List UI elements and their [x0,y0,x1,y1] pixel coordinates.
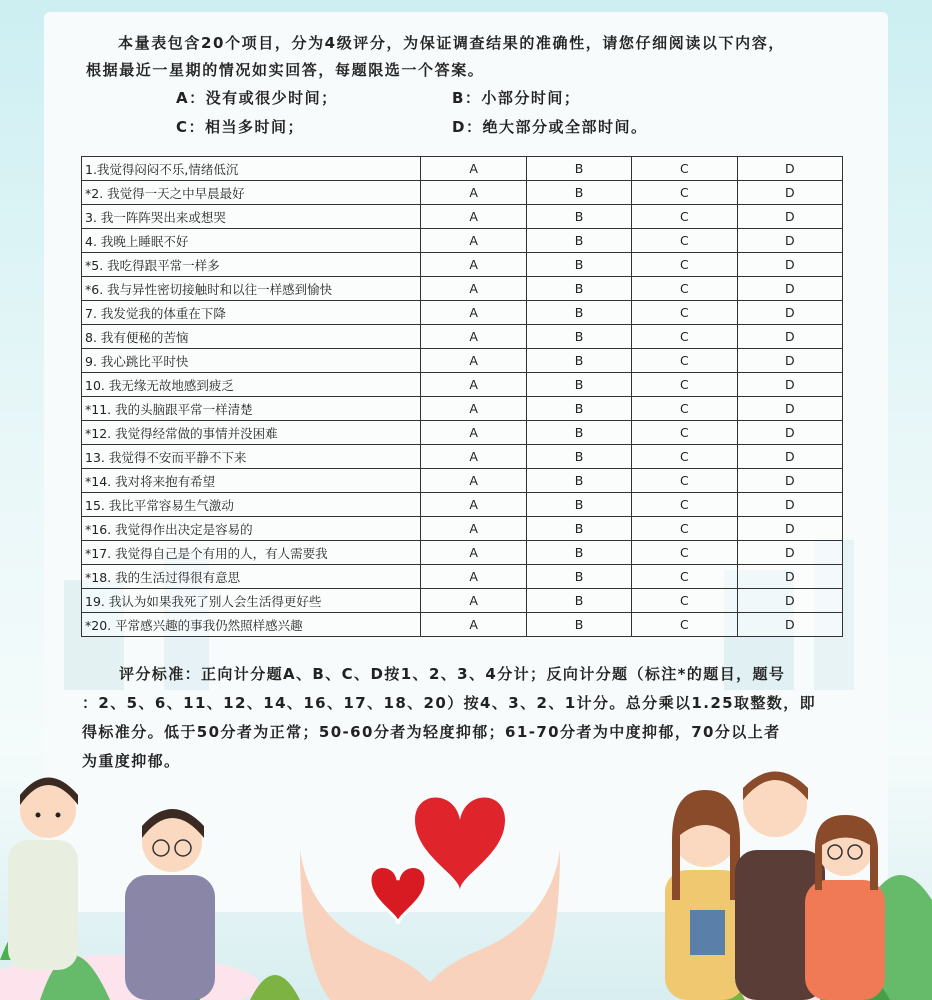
choice-cell[interactable]: A [421,229,526,253]
choice-cell[interactable]: A [421,301,526,325]
question-text: *5. 我吃得跟平常一样多 [82,253,421,277]
table-row [82,157,843,181]
choice-cell[interactable]: B [526,253,631,277]
choice-cell[interactable]: C [632,253,737,277]
choice-cell[interactable]: A [421,445,526,469]
question-text: 7. 我发觉我的体重在下降 [82,301,421,325]
person-illustration [805,815,885,1000]
hand-right-icon [420,850,560,1000]
choice-cell[interactable]: B [526,493,631,517]
choice-cell[interactable]: D [737,229,842,253]
choice-cell[interactable]: B [526,421,631,445]
table-row [82,517,843,541]
table-row [82,397,843,421]
choice-cell[interactable]: B [526,613,631,637]
person-illustration [665,790,745,1000]
table-row [82,253,843,277]
option-c: C：相当多时间； [176,118,305,136]
choice-cell[interactable]: D [737,469,842,493]
table-row [82,373,843,397]
question-text: 8. 我有便秘的苦恼 [82,325,421,349]
choice-cell[interactable]: A [421,565,526,589]
table-row [82,325,843,349]
choice-cell[interactable]: C [632,157,737,181]
choice-cell[interactable]: C [632,565,737,589]
question-text: 9. 我心跳比平时快 [82,349,421,373]
choice-cell[interactable]: D [737,493,842,517]
choice-cell[interactable]: B [526,373,631,397]
questionnaire-table [81,156,843,637]
choice-cell[interactable]: D [737,301,842,325]
table-row [82,445,843,469]
choice-cell[interactable]: A [421,517,526,541]
choice-cell[interactable]: C [632,373,737,397]
choice-cell[interactable]: A [421,421,526,445]
choice-cell[interactable]: A [421,181,526,205]
choice-cell[interactable]: C [632,421,737,445]
choice-cell[interactable]: D [737,253,842,277]
option-b: B：小部分时间； [452,89,581,107]
choice-cell[interactable]: C [632,541,737,565]
choice-cell[interactable]: C [632,325,737,349]
question-text: *2. 我觉得一天之中早晨最好 [82,181,421,205]
scoring-criteria [82,660,844,776]
option-a: A：没有或很少时间； [176,89,338,107]
question-text: 13. 我觉得不安而平静不下来 [82,445,421,469]
choice-cell[interactable]: D [737,541,842,565]
leaf-icon [250,975,300,1000]
table-row [82,301,843,325]
choice-cell[interactable]: D [737,349,842,373]
choice-cell[interactable]: B [526,301,631,325]
table-row [82,493,843,517]
question-text: *6. 我与异性密切接触时和以往一样感到愉快 [82,277,421,301]
choice-cell[interactable]: A [421,325,526,349]
choice-cell[interactable]: B [526,397,631,421]
footer-illustration [0,760,932,1000]
choice-cell[interactable]: D [737,181,842,205]
question-text: 1.我觉得闷闷不乐,情绪低沉 [82,157,421,181]
question-text: *17. 我觉得自己是个有用的人，有人需要我 [82,541,421,565]
choice-cell[interactable]: B [526,445,631,469]
question-text: *11. 我的头脑跟平常一样清楚 [82,397,421,421]
instructions-line-2: 根据最近一星期的情况如实回答，每题限选一个答案。 [86,61,485,79]
person-illustration [125,809,215,1000]
scoring-line-3: 得标准分。低于50分者为正常；50-60分者为轻度抑郁；61-70分者为中度抑郁，70分以上者 [82,723,781,741]
choice-cell[interactable]: A [421,493,526,517]
choice-cell[interactable]: A [421,397,526,421]
choice-cell[interactable]: D [737,565,842,589]
question-text: 19. 我认为如果我死了别人会生活得更好些 [82,589,421,613]
heart-icon [415,798,505,891]
table-row [82,613,843,637]
choice-cell[interactable]: C [632,493,737,517]
question-text: 10. 我无缘无故地感到疲乏 [82,373,421,397]
table-row [82,541,843,565]
choice-cell[interactable]: B [526,325,631,349]
choice-cell[interactable]: B [526,517,631,541]
table-row [82,229,843,253]
table-row [82,205,843,229]
choice-cell[interactable]: B [526,277,631,301]
question-text: 3. 我一阵阵哭出来或想哭 [82,205,421,229]
table-row [82,589,843,613]
question-text: 4. 我晚上睡眠不好 [82,229,421,253]
choice-cell[interactable]: B [526,565,631,589]
choice-cell[interactable]: D [737,517,842,541]
choice-cell[interactable]: D [737,325,842,349]
table-row [82,565,843,589]
table-row [82,349,843,373]
person-illustration [8,778,78,971]
choice-cell[interactable]: B [526,229,631,253]
question-text: *18. 我的生活过得很有意思 [82,565,421,589]
choice-cell[interactable]: C [632,613,737,637]
choice-cell[interactable]: B [526,205,631,229]
question-text: *16. 我觉得作出决定是容易的 [82,517,421,541]
question-text: *14. 我对将来抱有希望 [82,469,421,493]
choice-cell[interactable]: D [737,421,842,445]
table-row [82,421,843,445]
choice-cell[interactable]: D [737,277,842,301]
table-row [82,469,843,493]
choice-cell[interactable]: D [737,373,842,397]
option-d: D：绝大部分或全部时间。 [452,118,648,136]
choice-cell[interactable]: A [421,157,526,181]
choice-cell[interactable]: A [421,613,526,637]
question-text: *12. 我觉得经常做的事情并没困难 [82,421,421,445]
heart-icon [370,867,426,925]
choice-cell[interactable]: C [632,205,737,229]
choice-cell[interactable]: A [421,349,526,373]
choice-cell[interactable]: B [526,589,631,613]
question-text: 15. 我比平常容易生气激动 [82,493,421,517]
choice-cell[interactable]: D [737,397,842,421]
choice-cell[interactable]: A [421,541,526,565]
table-row [82,181,843,205]
choice-cell[interactable]: C [632,445,737,469]
scoring-line-1: 评分标准：正向计分题A、B、C、D按1、2、3、4分计；反向计分题（标注*的题目，题号 [119,665,786,683]
choice-cell[interactable]: B [526,469,631,493]
choice-cell[interactable]: D [737,613,842,637]
choice-cell[interactable]: B [526,541,631,565]
choice-cell[interactable]: C [632,589,737,613]
question-text: *20. 平常感兴趣的事我仍然照样感兴趣 [82,613,421,637]
choice-cell[interactable]: A [421,205,526,229]
choice-cell[interactable]: C [632,349,737,373]
choice-cell[interactable]: C [632,181,737,205]
choice-cell[interactable]: B [526,181,631,205]
scoring-line-4: 为重度抑郁。 [82,752,181,770]
instructions-line-1: 本量表包含20个项目，分为4级评分，为保证调查结果的准确性，请您仔细阅读以下内容， [118,34,785,52]
choice-cell[interactable]: C [632,517,737,541]
choice-cell[interactable]: A [421,589,526,613]
choice-cell[interactable]: B [526,349,631,373]
choice-cell[interactable]: A [421,253,526,277]
choice-cell[interactable]: D [737,205,842,229]
choice-cell[interactable]: A [421,373,526,397]
instructions [86,30,846,84]
choice-cell[interactable]: C [632,469,737,493]
scoring-line-2: ：2、5、6、11、12、14、16、17、18、20）按4、3、2、1计分。总分乘以1.25取整数，即 [82,694,816,712]
table-row [82,277,843,301]
choice-cell[interactable]: A [421,469,526,493]
choice-cell[interactable]: B [526,157,631,181]
choice-cell[interactable]: C [632,301,737,325]
choice-cell[interactable]: D [737,445,842,469]
choice-cell[interactable]: C [632,229,737,253]
choice-cell[interactable]: A [421,277,526,301]
choice-cell[interactable]: C [632,397,737,421]
choice-cell[interactable]: D [737,589,842,613]
choice-cell[interactable]: D [737,157,842,181]
choice-cell[interactable]: C [632,277,737,301]
